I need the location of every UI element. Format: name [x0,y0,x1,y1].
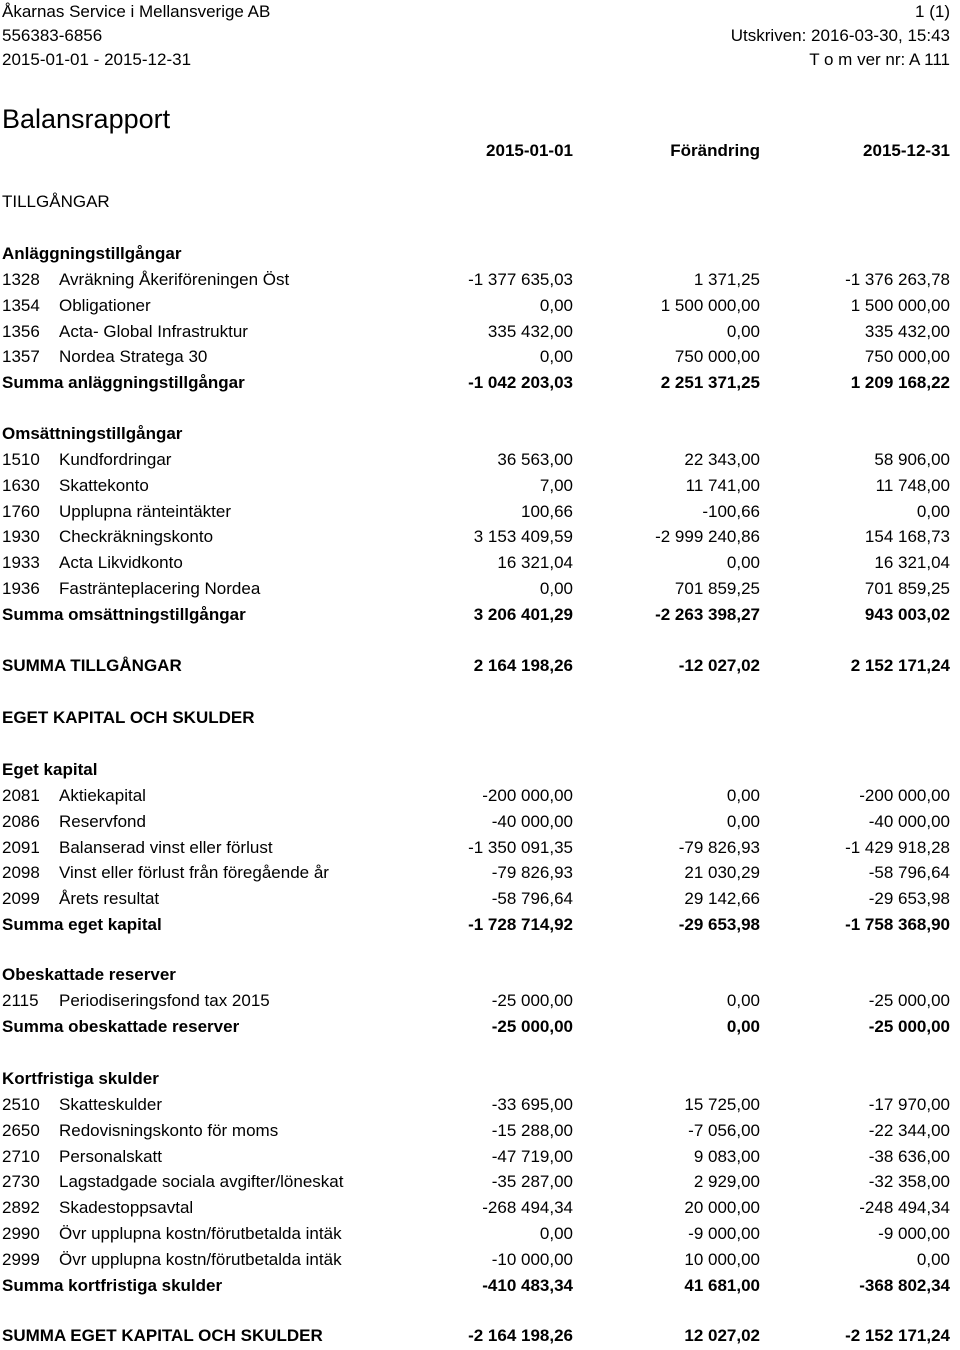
table-row [0,1250,960,1274]
change-amount: 11 741,00 [685,475,760,495]
closing-balance: -22 344,00 [868,1120,950,1140]
account-number: 2730 [2,1172,40,1192]
table-row [0,1121,960,1145]
table-row [0,991,960,1015]
report-header-line-2 [2,26,950,48]
change-amount: 750 000,00 [674,347,760,367]
account-name: Checkräkningskonto [59,527,214,547]
section-sum-row [0,373,960,397]
sum-label: Summa eget kapital [2,915,162,934]
sum-closing: -368 802,34 [859,1275,950,1295]
table-row [0,502,960,526]
table-row [0,579,960,603]
account-name: Redovisningskonto för moms [59,1120,279,1140]
company-name: Åkarnas Service i Mellansverige AB [2,2,271,21]
opening-balance: 16 321,04 [497,553,573,573]
page-number: 1 (1) [915,2,950,21]
account-number: 2115 [2,991,39,1010]
account-number: 1936 [2,579,40,598]
closing-balance: 58 906,00 [874,450,950,469]
account-number: 2990 [2,1224,40,1243]
closing-balance: -1 429 918,28 [845,837,950,857]
closing-balance: 16 321,04 [874,553,950,573]
untaxed-reserves-heading: Obeskattade reserver [2,965,176,984]
total-liabilities-label: SUMMA EGET KAPITAL OCH SKULDER [2,1326,323,1345]
opening-balance: 335 432,00 [487,321,573,341]
account-name: Upplupna ränteintäkter [59,501,232,521]
account-number: 1933 [2,553,40,573]
printed-date: Utskriven: 2016-03-30, 15:43 [730,26,950,45]
change-amount: 0,00 [726,321,760,341]
closing-balance: -29 653,98 [868,889,950,909]
account-number: 1510 [2,450,40,469]
opening-balance: 0,00 [539,347,573,367]
total-liabilities-closing: -2 152 171,24 [845,1326,950,1345]
sum-opening: -1 728 714,92 [468,915,573,934]
org-number: 556383-6856 [2,26,103,45]
column-header-change: Förändring [670,141,760,160]
closing-balance: 0,00 [916,501,950,521]
change-amount: -100,66 [702,501,760,521]
change-amount: 2 929,00 [693,1172,760,1192]
opening-balance: -58 796,64 [491,889,573,909]
table-row [0,1198,960,1222]
account-name: Vinst eller förlust från föregående år [59,863,329,883]
closing-balance: 335 432,00 [864,321,950,341]
opening-balance: -25 000,00 [491,991,573,1010]
table-row [0,476,960,500]
period: 2015-01-01 - 2015-12-31 [2,50,192,69]
table-row [0,863,960,887]
change-amount: 20 000,00 [684,1198,760,1218]
section-sum-row [0,915,960,939]
account-number: 2098 [2,863,40,883]
closing-balance: 11 748,00 [875,475,950,495]
current-assets-heading: Omsättningstillgångar [2,424,183,443]
total-assets-label: SUMMA TILLGÅNGAR [2,656,182,675]
opening-balance: 0,00 [539,579,573,598]
account-name: Aktiekapital [59,786,146,805]
total-liabilities-opening: -2 164 198,26 [468,1326,573,1345]
opening-balance: -35 287,00 [491,1172,573,1192]
account-name: Periodiseringsfond tax 2015 [59,991,270,1010]
short-term-liabilities-heading: Kortfristiga skulder [2,1069,159,1088]
account-number: 2650 [2,1120,40,1140]
change-amount: 701 859,25 [674,579,760,598]
account-name: Skattekonto [59,475,149,495]
closing-balance: -1 376 263,78 [845,270,950,289]
account-name: Balanserad vinst eller förlust [59,837,273,857]
change-amount: 9 083,00 [693,1146,760,1166]
change-amount: 29 142,66 [684,889,760,909]
version: T o m ver nr: A 111 [809,50,950,69]
sum-change: -29 653,98 [678,915,760,934]
change-amount: -2 999 240,86 [655,527,760,547]
opening-balance: 100,66 [521,501,573,521]
closing-balance: -17 970,00 [868,1095,950,1114]
account-number: 2999 [2,1249,40,1269]
sum-closing: 943 003,02 [864,604,950,624]
report-header-line-3 [2,50,950,72]
sum-closing: -1 758 368,90 [845,915,950,934]
total-assets-closing: 2 152 171,24 [850,656,950,675]
total-assets-opening: 2 164 198,26 [473,656,573,675]
closing-balance: 1 500 000,00 [850,295,950,315]
fixed-assets-heading: Anläggningstillgångar [2,244,182,263]
account-name: Personalskatt [59,1146,162,1166]
sum-change: 41 681,00 [684,1275,760,1295]
sum-label: Summa omsättningstillgångar [2,604,246,624]
change-amount: 1 500 000,00 [660,295,760,315]
opening-balance: -1 377 635,03 [468,270,573,289]
column-header-opening: 2015-01-01 [486,141,573,160]
account-number: 2091 [2,837,40,857]
account-number: 1354 [2,295,40,315]
sum-opening: -1 042 203,03 [468,373,573,393]
closing-balance: -58 796,64 [868,863,950,883]
opening-balance: -15 288,00 [491,1120,573,1140]
report-header-line-1 [2,2,950,24]
account-number: 1930 [2,527,40,547]
closing-balance: 750 000,00 [864,347,950,367]
table-row [0,838,960,862]
change-amount: 22 343,00 [684,450,760,469]
change-amount: -7 056,00 [688,1120,760,1140]
account-number: 1760 [2,501,40,521]
opening-balance: 0,00 [539,295,573,315]
opening-balance: -33 695,00 [491,1095,573,1114]
table-row [0,1147,960,1171]
account-number: 2086 [2,811,40,831]
opening-balance: -47 719,00 [491,1146,573,1166]
change-amount: 21 030,29 [684,863,760,883]
account-number: 2892 [2,1198,40,1218]
sum-label: Summa anläggningstillgångar [2,373,245,393]
account-name: Nordea Stratega 30 [59,347,208,367]
account-number: 1328 [2,270,40,289]
sum-opening: -25 000,00 [491,1016,573,1036]
section-sum-row [0,1017,960,1041]
opening-balance: 7,00 [539,475,573,495]
table-row [0,450,960,474]
closing-balance: -248 494,34 [859,1198,950,1218]
sum-change: 2 251 371,25 [660,373,760,393]
table-row [0,527,960,551]
sum-closing: -25 000,00 [868,1016,950,1036]
opening-balance: -1 350 091,35 [468,837,573,857]
change-amount: 0,00 [726,811,760,831]
page-title: Balansrapport [2,104,171,134]
table-row [0,1224,960,1248]
opening-balance: 36 563,00 [497,450,573,469]
table-row [0,889,960,913]
sum-change: -2 263 398,27 [655,604,760,624]
closing-balance: -38 636,00 [868,1146,950,1166]
change-amount: 0,00 [726,786,760,805]
table-row [0,786,960,810]
opening-balance: -10 000,00 [491,1249,573,1269]
opening-balance: -79 826,93 [491,863,573,883]
change-amount: 10 000,00 [684,1249,760,1269]
table-row [0,296,960,320]
change-amount: 0,00 [726,553,760,573]
section-sum-row [0,1276,960,1300]
table-row [0,322,960,346]
account-number: 2510 [2,1095,40,1114]
total-liabilities-row [0,1326,960,1350]
closing-balance: 701 859,25 [864,579,950,598]
total-assets-change: -12 027,02 [678,656,760,675]
opening-balance: -40 000,00 [491,811,573,831]
total-liabilities-change: 12 027,02 [684,1326,760,1345]
table-row [0,1095,960,1119]
opening-balance: -200 000,00 [482,786,573,805]
total-assets-row [0,656,960,680]
account-number: 1357 [2,347,40,367]
account-number: 2081 [2,786,40,805]
closing-balance: -25 000,00 [868,991,950,1010]
liabilities-heading: EGET KAPITAL OCH SKULDER [2,708,255,727]
opening-balance: 3 153 409,59 [473,527,573,547]
equity-heading: Eget kapital [2,760,98,779]
account-name: Lagstadgade sociala avgifter/löneskat [59,1172,344,1192]
column-header-closing: 2015-12-31 [863,141,950,160]
account-name: Årets resultat [59,889,160,909]
account-name: Obligationer [59,295,151,315]
table-row [0,1172,960,1196]
closing-balance: -40 000,00 [868,811,950,831]
opening-balance: -268 494,34 [482,1198,573,1218]
account-name: Acta Likvidkonto [59,553,183,573]
table-row [0,812,960,836]
account-number: 1356 [2,321,40,341]
table-row [0,347,960,371]
account-name: Kundfordringar [59,450,172,469]
change-amount: 1 371,25 [693,270,760,289]
account-name: Övr upplupna kostn/förutbetalda intäk [59,1224,342,1243]
account-name: Skatteskulder [59,1095,162,1114]
account-number: 2099 [2,889,40,909]
account-name: Avräkning Åkeriföreningen Öst [59,270,290,289]
account-number: 2710 [2,1146,40,1166]
table-row [0,270,960,294]
sum-opening: -410 483,34 [482,1275,573,1295]
table-row [0,553,960,577]
sum-label: Summa kortfristiga skulder [2,1275,223,1295]
section-sum-row [0,605,960,629]
sum-change: 0,00 [726,1016,760,1036]
closing-balance: -200 000,00 [859,786,950,805]
opening-balance: 0,00 [539,1224,573,1243]
account-name: Skadestoppsavtal [59,1198,194,1218]
change-amount: -9 000,00 [688,1224,760,1243]
closing-balance: -9 000,00 [878,1224,950,1243]
account-name: Reservfond [59,811,146,831]
change-amount: 0,00 [726,991,760,1010]
account-name: Övr upplupna kostn/förutbetalda intäk [59,1249,342,1269]
assets-heading: TILLGÅNGAR [2,192,110,211]
account-name: Acta- Global Infrastruktur [59,321,248,341]
change-amount: -79 826,93 [678,837,760,857]
change-amount: 15 725,00 [684,1095,760,1114]
account-name: Fastränteplacering Nordea [59,579,261,598]
closing-balance: 154 168,73 [864,527,950,547]
account-number: 1630 [2,475,40,495]
closing-balance: -32 358,00 [868,1172,950,1192]
sum-closing: 1 209 168,22 [850,373,950,393]
sum-opening: 3 206 401,29 [473,604,573,624]
sum-label: Summa obeskattade reserver [2,1016,240,1036]
closing-balance: 0,00 [916,1249,950,1269]
